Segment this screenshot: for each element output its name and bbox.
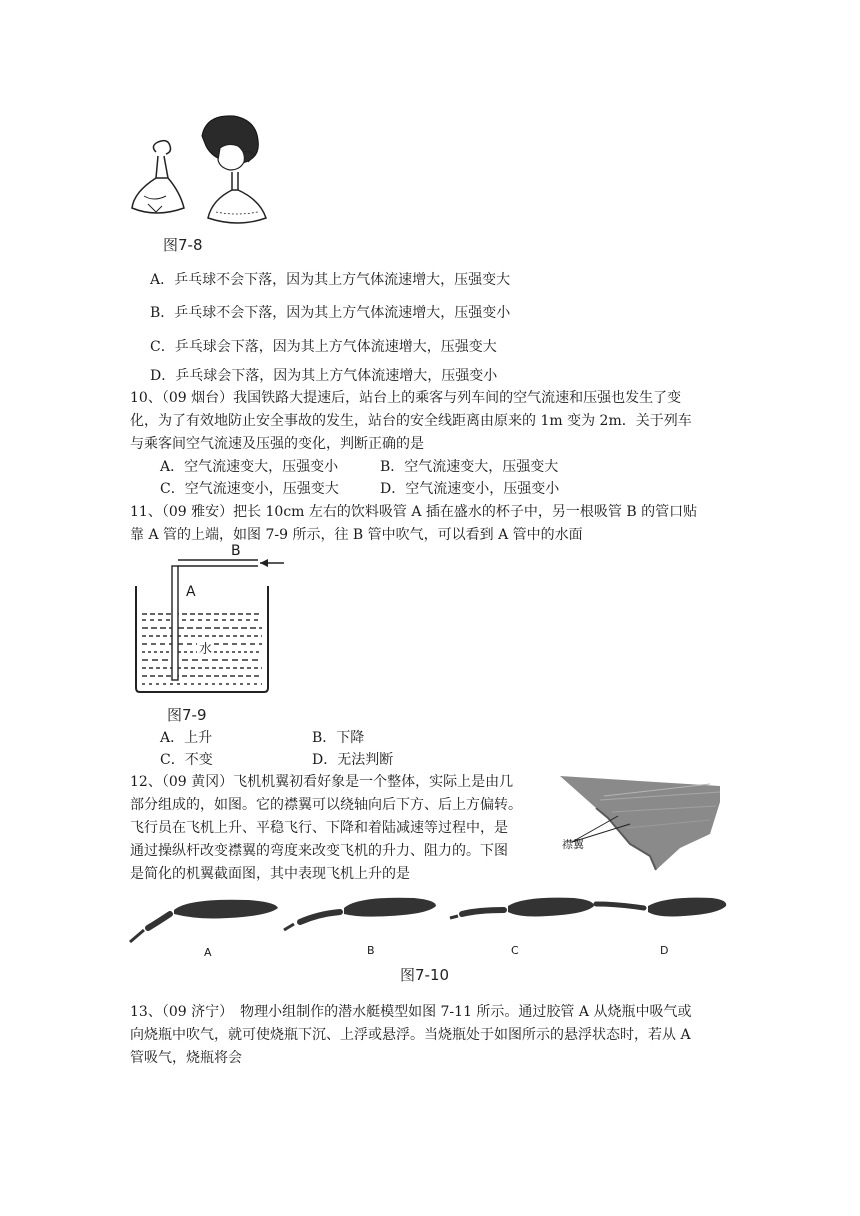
q13-stem-line-1: 13、（09 济宁） 物理小组制作的潜水艇模型如图 7-11 所示。通过胶管 A 从烧瓶中吸气或 bbox=[130, 1004, 692, 1020]
q9-option-a: A．乒乓球不会下落，因为其上方气体流速增大，压强变大 bbox=[150, 272, 511, 288]
q12-stem-line-2: 部分组成的，如图。它的襟翼可以绕轴向后下方、后上方偏转。 bbox=[130, 797, 522, 813]
q12-stem-line-3: 飞行员在飞机上升、平稳飞行、下降和着陆减速等过程中，是 bbox=[130, 820, 508, 836]
wing-label-d: D bbox=[660, 944, 669, 957]
q10-stem-line-1: 10、（09 烟台）我国铁路大提速后，站台上的乘客与列车间的空气流速和压强也发生了变 bbox=[130, 390, 682, 406]
wing-section-c bbox=[450, 898, 594, 918]
q10-stem-line-2: 化，为了有效地防止安全事故的发生，站台的安全线距离由原来的 1m 变为 2m．关于列车 bbox=[130, 413, 692, 429]
q13-stem-line-2: 向烧瓶中吹气，就可使烧瓶下沉、上浮或悬浮。当烧瓶处于如图所示的悬浮状态时，若从 A bbox=[130, 1027, 691, 1043]
figure-7-9-label-water: 水 bbox=[197, 638, 214, 657]
q10-option-d: D．空气流速变小，压强变小 bbox=[380, 481, 560, 497]
wing-section-d bbox=[576, 898, 726, 917]
figure-7-9-caption: 图7-9 bbox=[167, 706, 207, 724]
wing-flap-photo bbox=[560, 772, 720, 872]
q9-option-b: B．乒乓球不会下落，因为其上方气体流速增大，压强变小 bbox=[150, 305, 511, 321]
figure-7-8-drawing bbox=[128, 112, 288, 232]
wing-section-a bbox=[130, 900, 278, 942]
q11-option-c: C．不变 bbox=[160, 752, 213, 768]
q10-option-c: C．空气流速变小，压强变大 bbox=[160, 481, 339, 497]
q12-stem-line-4: 通过操纵杆改变襟翼的弯度来改变飞机的升力、阻力的。下图 bbox=[130, 843, 508, 859]
q10-option-b: B．空气流速变大，压强变大 bbox=[380, 459, 559, 475]
figure-7-8-caption: 图7-8 bbox=[163, 236, 203, 254]
q9-option-c: C．乒乓球会下落，因为其上方气体流速增大，压强变大 bbox=[150, 339, 497, 355]
figure-7-9-label-b: B bbox=[231, 543, 241, 559]
wing-label-b: B bbox=[367, 944, 375, 957]
beaker-with-straws-drawing bbox=[128, 540, 288, 700]
wing-section-b bbox=[284, 898, 436, 930]
wing-label-a: A bbox=[204, 946, 212, 959]
figure-7-10-caption: 图7-10 bbox=[400, 966, 450, 984]
q13-stem-line-3: 管吸气，烧瓶将会 bbox=[130, 1050, 242, 1066]
q12-stem-line-5: 是简化的机翼截面图，其中表现飞机上升的是 bbox=[130, 866, 410, 882]
q11-option-a: A．上升 bbox=[160, 730, 213, 746]
q12-stem-line-1: 12、（09 黄冈）飞机机翼初看好象是一个整体，实际上是由几 bbox=[130, 774, 514, 790]
figure-7-10 bbox=[128, 890, 728, 950]
q10-stem-line-3: 与乘客间空气流速及压强的变化，判断正确的是 bbox=[130, 436, 424, 452]
figure-7-8 bbox=[128, 112, 288, 232]
figure-7-9 bbox=[128, 540, 288, 700]
q11-option-d: D．无法判断 bbox=[312, 752, 394, 768]
q10-option-a: A．空气流速变大，压强变小 bbox=[160, 459, 339, 475]
q11-stem-line-1: 11、（09 雅安）把长 10cm 左右的饮料吸管 A 插在盛水的杯子中，另一根吸管 B 的管口贴 bbox=[130, 504, 698, 520]
q11-stem-line-2: 靠 A 管的上端，如图 7-9 所示，往 B 管中吹气，可以看到 A 管中的水面 bbox=[130, 527, 583, 543]
figure-7-9-label-a: A bbox=[186, 584, 196, 600]
wing-sections-drawing bbox=[128, 890, 728, 950]
wing-label-c: C bbox=[511, 944, 519, 957]
wing-flap-label: 襟翼 bbox=[562, 838, 584, 851]
q11-option-b: B．下降 bbox=[312, 730, 365, 746]
q9-option-d: D．乒乓球会下落，因为其上方气体流速增大，压强变小 bbox=[150, 368, 498, 384]
wing-flap-photo-drawing bbox=[560, 772, 720, 872]
